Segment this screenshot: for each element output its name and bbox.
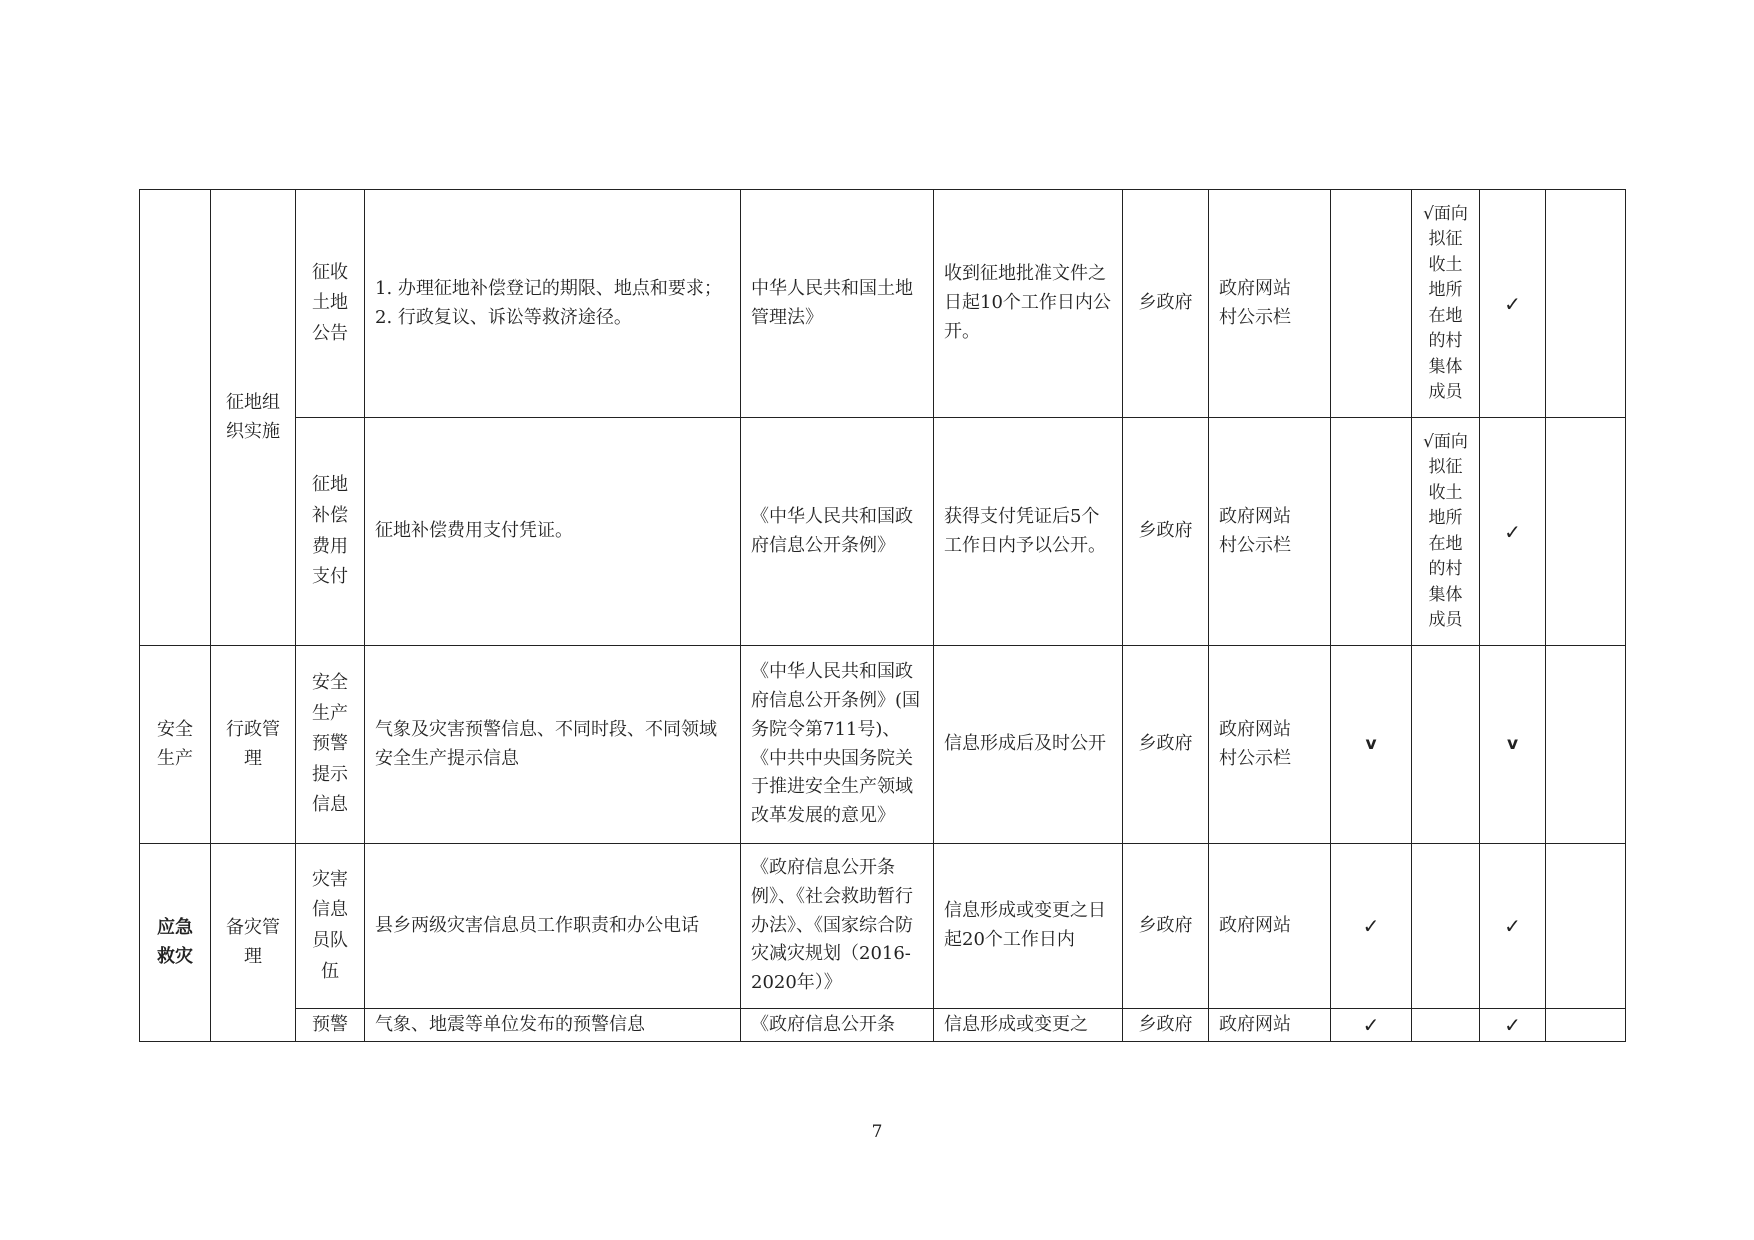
channel-line: 政府网站	[1219, 718, 1291, 740]
specific-scope-cell	[1412, 646, 1480, 844]
basis-text: 《中华人民共和国政府信息公开条例》(国务院令第711号)、《中共中央国务院关于推进安全生产领域改革发展的意见》	[751, 661, 921, 827]
category-label: 应急救灾	[157, 916, 193, 967]
item-cell	[296, 418, 365, 646]
category-cell-empty	[140, 190, 211, 646]
subcategory-cell	[211, 190, 296, 646]
content-cell	[365, 646, 741, 844]
basis-text: 中华人民共和国土地管理法》	[751, 277, 913, 328]
channel-line: 村公示栏	[1219, 747, 1291, 769]
subject-text: 乡政府	[1138, 914, 1193, 936]
disclosure-table	[139, 189, 1626, 1042]
content-cell	[365, 1009, 741, 1042]
item-label: 灾害信息员队伍	[312, 868, 348, 982]
channel-text: 政府网站	[1219, 914, 1291, 936]
subject-text: 乡政府	[1138, 520, 1193, 542]
category-cell	[140, 646, 211, 844]
item-label: 安全生产预警提示信息	[312, 672, 348, 816]
on-request-cell	[1546, 1009, 1626, 1042]
basis-text: 《政府信息公开条	[751, 1013, 895, 1035]
item-cell	[296, 190, 365, 418]
basis-text: 《中华人民共和国政府信息公开条例》	[751, 505, 913, 556]
checkmark-icon: ✓	[1504, 519, 1521, 544]
item-cell	[296, 844, 365, 1009]
checkmark-icon: ✓	[1504, 914, 1521, 938]
specific-scope-cell	[1412, 844, 1480, 1009]
subcategory-label: 行政管理	[226, 718, 280, 769]
checkmark-icon: ✓	[1362, 914, 1380, 938]
on-request-cell	[1546, 646, 1626, 844]
subject-text: 乡政府	[1138, 1013, 1193, 1035]
item-cell	[296, 646, 365, 844]
subject-cell	[1123, 844, 1209, 1009]
page-number: 7	[871, 1122, 883, 1142]
specific-scope-cell	[1412, 190, 1480, 418]
table-row	[140, 646, 1626, 844]
content-text: 气象、地震等单位发布的预警信息	[375, 1013, 645, 1035]
table-row	[140, 844, 1626, 1009]
channel-line: 政府网站	[1219, 277, 1291, 299]
active-disclosure-cell	[1480, 418, 1546, 646]
active-disclosure-cell	[1480, 844, 1546, 1009]
checkmark-icon: ✓	[1504, 1013, 1521, 1037]
checkmark-icon: ✓	[1504, 291, 1521, 316]
channel-cell	[1209, 418, 1331, 646]
time-text: 收到征地批准文件之日起10个工作日内公开。	[944, 263, 1111, 342]
subject-cell	[1123, 1009, 1209, 1042]
channel-cell	[1209, 646, 1331, 844]
content-text: 征地补偿费用支付凭证。	[375, 520, 573, 542]
table-row	[140, 190, 1626, 418]
on-request-cell	[1546, 844, 1626, 1009]
checkmark-icon: v	[1365, 733, 1377, 754]
channel-line: 村公示栏	[1219, 306, 1291, 328]
table-row	[140, 1009, 1626, 1042]
subject-cell	[1123, 646, 1209, 844]
active-disclosure-cell	[1480, 190, 1546, 418]
time-text: 信息形成或变更之	[944, 1013, 1088, 1035]
item-label: 征地补偿费用支付	[312, 474, 348, 588]
time-text: 获得支付凭证后5个工作日内予以公开。	[944, 505, 1106, 556]
basis-cell	[741, 844, 934, 1009]
category-label: 安全生产	[157, 718, 193, 769]
basis-cell	[741, 418, 934, 646]
time-cell	[934, 844, 1123, 1009]
content-cell	[365, 418, 741, 646]
on-request-cell	[1546, 190, 1626, 418]
specific-scope-cell	[1412, 418, 1480, 646]
channel-text: 政府网站	[1219, 1013, 1291, 1035]
time-cell	[934, 418, 1123, 646]
time-cell	[934, 646, 1123, 844]
table-row	[140, 418, 1626, 646]
on-request-cell	[1546, 418, 1626, 646]
channel-line: 村公示栏	[1219, 534, 1291, 556]
checkmark-icon: ✓	[1362, 1013, 1380, 1037]
channel-cell	[1209, 190, 1331, 418]
subject-cell	[1123, 190, 1209, 418]
public-scope-cell	[1331, 646, 1412, 844]
basis-text: 《政府信息公开条例》、《社会救助暂行办法》、《国家综合防灾减灾规划（2016-2020年）》	[751, 857, 913, 994]
subject-text: 乡政府	[1138, 733, 1193, 755]
channel-cell	[1209, 844, 1331, 1009]
subcategory-label: 征地组织实施	[226, 391, 280, 442]
content-text: 县乡两级灾害信息员工作职责和办公电话	[375, 914, 699, 936]
specific-scope-text: √面向拟征收土地所在地的村集体成员	[1423, 203, 1468, 402]
public-scope-cell	[1331, 844, 1412, 1009]
checkmark-icon: v	[1506, 733, 1519, 754]
content-line: 2. 行政复议、诉讼等救济途径。	[375, 306, 632, 328]
channel-cell	[1209, 1009, 1331, 1042]
item-label: 征收土地公告	[312, 261, 348, 344]
public-scope-cell	[1331, 1009, 1412, 1042]
subcategory-cell	[211, 844, 296, 1042]
basis-cell	[741, 646, 934, 844]
content-cell	[365, 190, 741, 418]
time-text: 信息形成或变更之日起20个工作日内	[944, 900, 1106, 950]
content-text: 气象及灾害预警信息、不同时段、不同领域安全生产提示信息	[375, 718, 717, 769]
subject-text: 乡政府	[1138, 292, 1193, 314]
public-scope-cell	[1331, 190, 1412, 418]
active-disclosure-cell	[1480, 646, 1546, 844]
subcategory-cell	[211, 646, 296, 844]
channel-line: 政府网站	[1219, 505, 1291, 527]
specific-scope-text: √面向拟征收土地所在地的村集体成员	[1423, 431, 1468, 630]
active-disclosure-cell	[1480, 1009, 1546, 1042]
basis-cell	[741, 190, 934, 418]
specific-scope-cell	[1412, 1009, 1480, 1042]
subject-cell	[1123, 418, 1209, 646]
basis-cell	[741, 1009, 934, 1042]
category-cell	[140, 844, 211, 1042]
time-cell	[934, 1009, 1123, 1042]
item-label: 预警	[312, 1013, 348, 1035]
time-text: 信息形成后及时公开	[944, 733, 1106, 755]
time-cell	[934, 190, 1123, 418]
content-cell	[365, 844, 741, 1009]
public-scope-cell	[1331, 418, 1412, 646]
content-line: 1. 办理征地补偿登记的期限、地点和要求；	[375, 277, 722, 299]
item-cell	[296, 1009, 365, 1042]
subcategory-label: 备灾管理	[226, 916, 280, 967]
